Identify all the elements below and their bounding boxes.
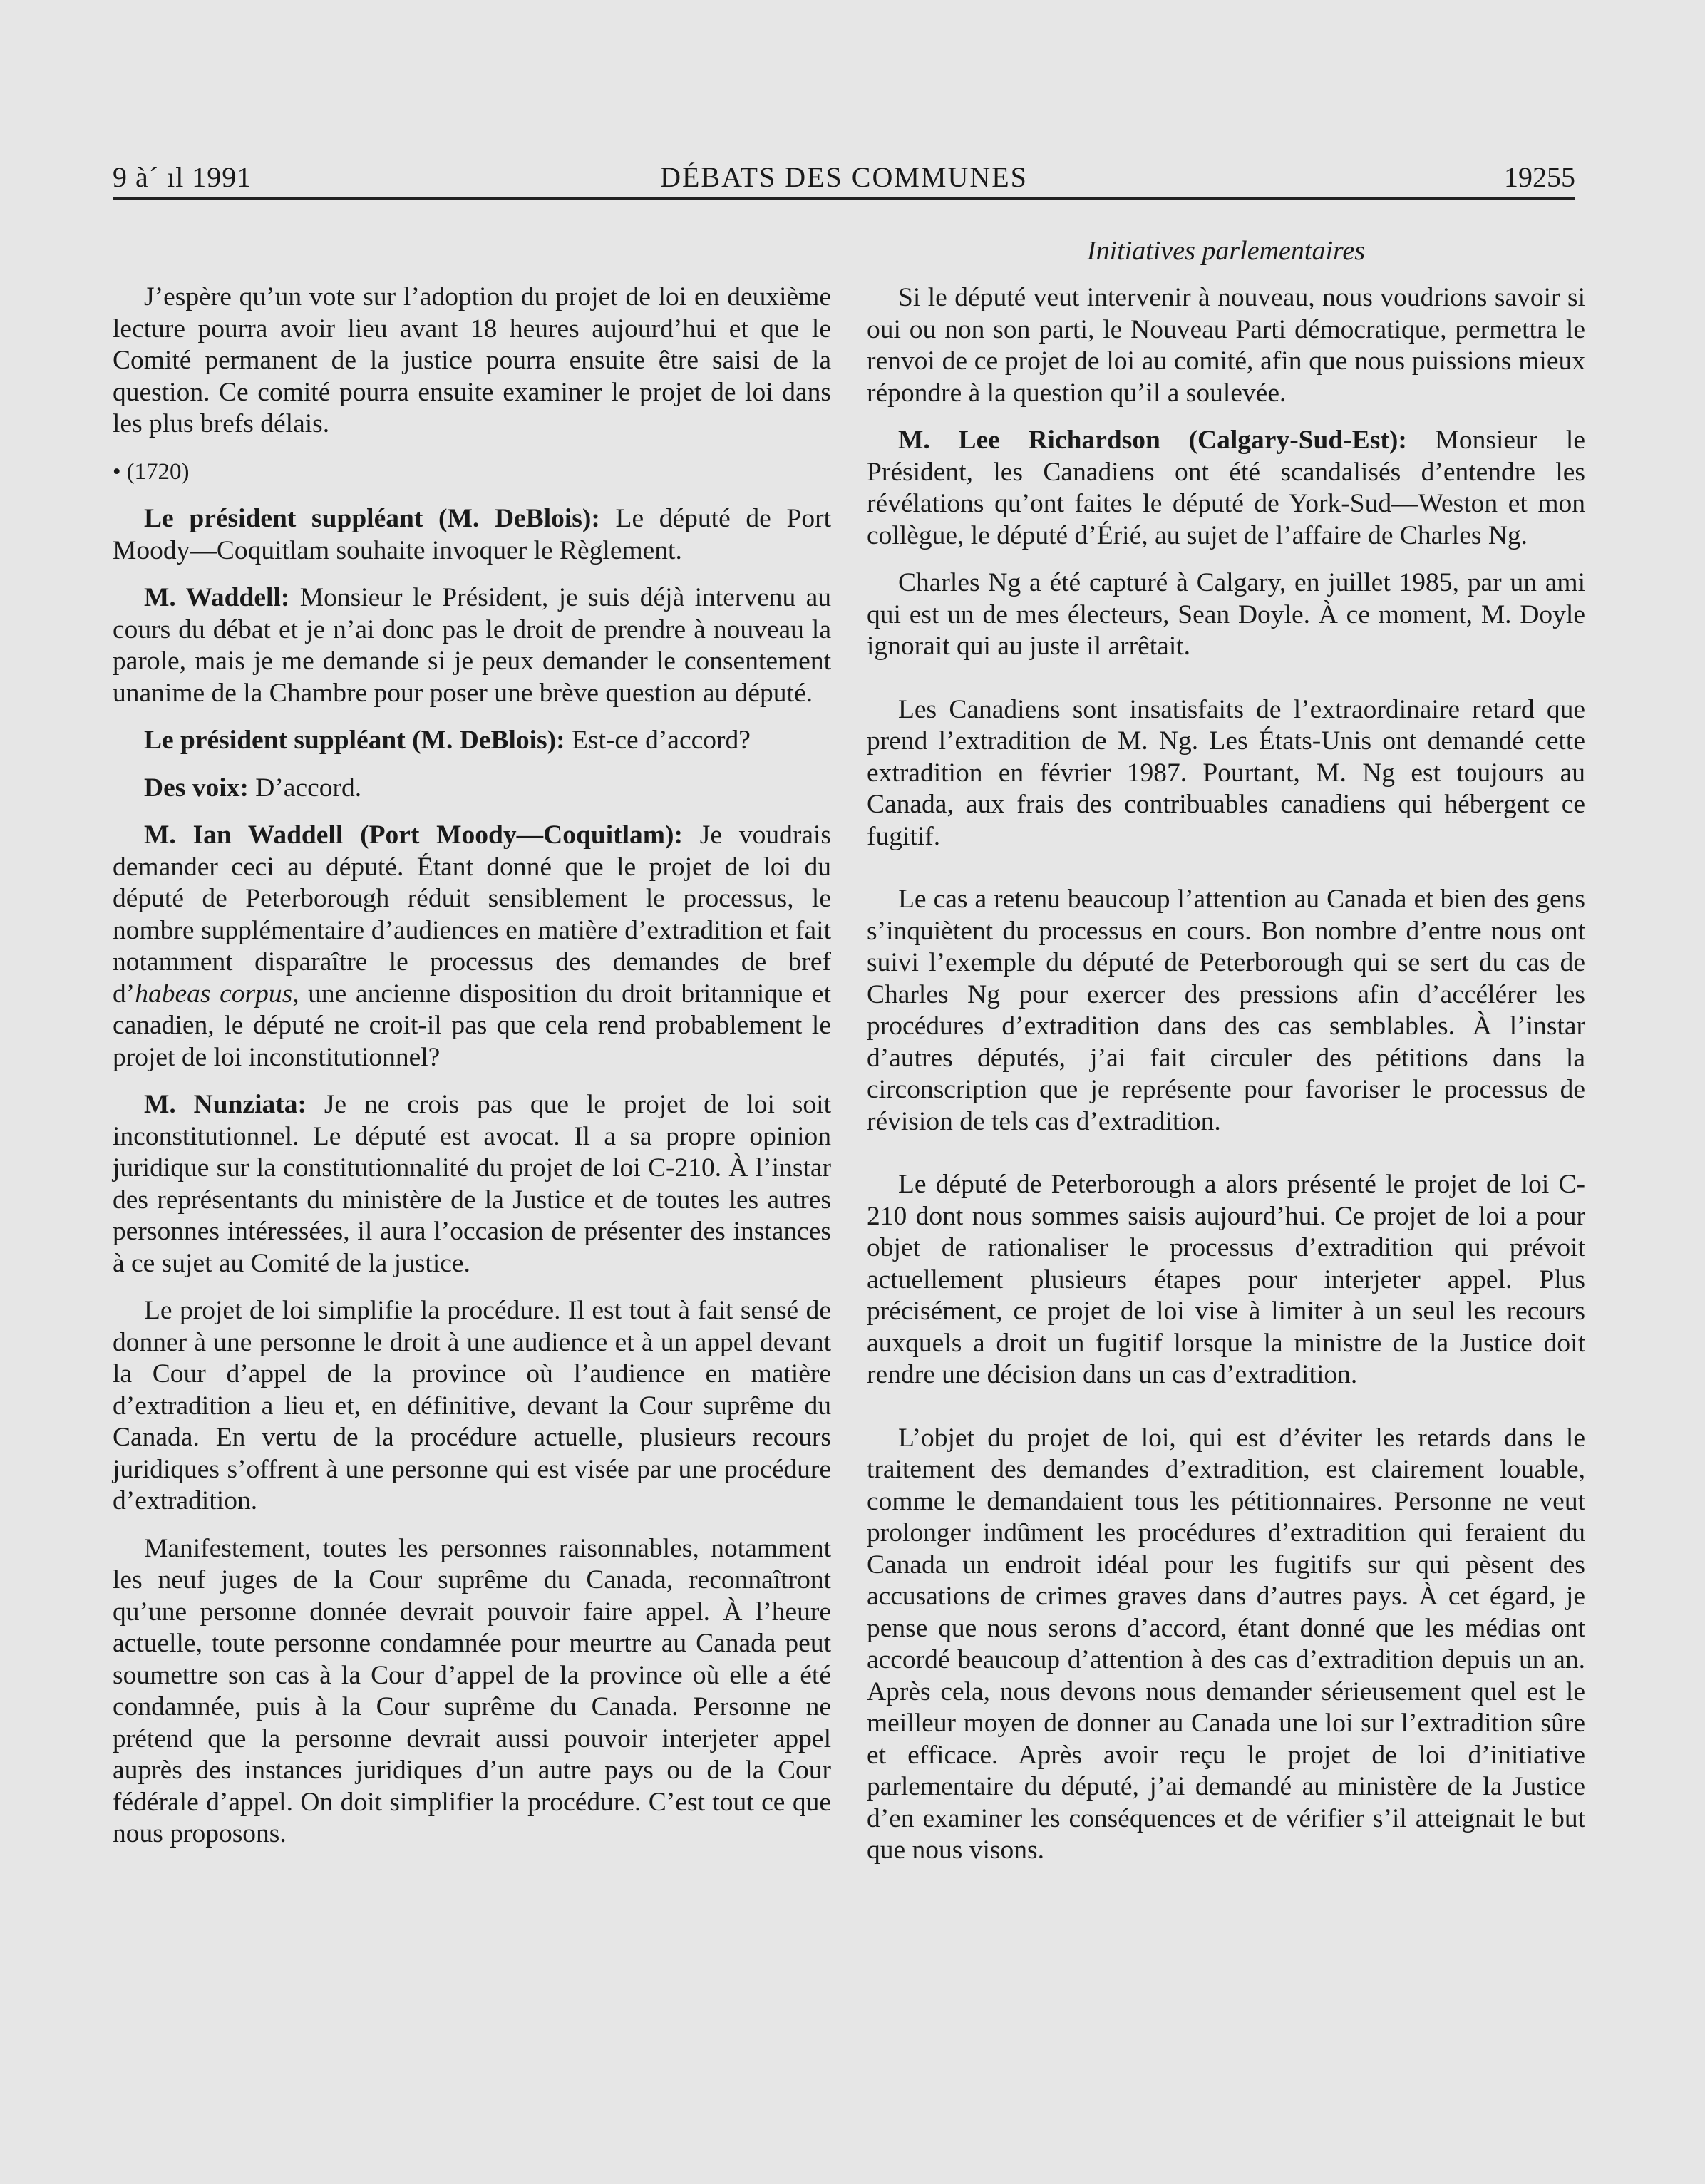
paragraph: L’objet du projet de loi, qui est d’éviter les retards dans le traitement des demandes d’extradition, est clairement louable, comme le demandaient tous les pétitionnaires. Personne ne veut prolonger indûment les procédures d’extradition qui feraient du Canada un endroit idéal pour les fugitifs sur qui pèsent des accusations de crimes graves dans d’autres pays. À cet égard, je pense que nous serons d’accord, étant donné que les médias ont accordé beaucoup d’attention à des cas d’extradition depuis un an. Après cela, nous devons nous demander sérieusement quel est le meilleur moyen de donner au Canada une loi sur l’extradition sûre et efficace. Après avoir reçu le projet de loi d’initiative parlementaire du député, j’ai demandé au ministère de la Justice d’en examiner les conséquences et de vérifier s’il atteignait le but que nous visons.: [867, 1423, 1585, 1865]
paragraph: Charles Ng a été capturé à Calgary, en juillet 1985, par un ami qui est un de mes électeurs, Sean Doyle. À ce moment, M. Doyle ignorait qui au juste il arrêtait.: [867, 568, 1585, 661]
paragraph: Le député de Peterborough a alors présenté le projet de loi C-210 dont nous sommes saisis aujourd’hui. Ce projet de loi a pour objet de rationaliser le processus d’extradition qui prévoit actuellement plusieurs étapes pour interjeter appel. Plus précisément, ce projet de loi vise à limiter à un seul les recours auxquels a droit un fugitif lorsque la ministre de la Justice doit rendre une décision dans un cas d’extradition.: [867, 1170, 1585, 1389]
speech-text: Monsieur le Président, je suis déjà intervenu au cours du débat et je n’ai donc pas le droit de prendre à nouveau la parole, mais je me demande si je peux demander le consentement unanime de la Chambre pour poser une brève question au député.: [113, 583, 831, 708]
page-number: 19255: [1504, 161, 1575, 193]
header-title: DÉBATS DES COMMUNES: [660, 161, 1028, 193]
timestamp: [113, 456, 831, 488]
speech-text: Le député de Port Moody—Coquitlam souhaite invoquer le Règlement.: [113, 504, 832, 565]
speaker-name: Des voix:: [144, 773, 249, 803]
speech-text: Je ne crois pas que le projet de loi soit inconstitutionnel. Le député est avocat. Il a sa propre opinion juridique sur la constitutionnalité du projet de loi C-210. À l’instar des représentants du ministère de la Justice et de toutes les autres personnes intéressées, il aura l’occasion de présenter des instances à ce sujet au Comité de la justice.: [113, 1090, 831, 1278]
page-header: [113, 157, 1575, 198]
running-head: Initiatives parlementaires: [1086, 236, 1366, 266]
left-column: [113, 282, 831, 1866]
speaker-name: Le président suppléant (M. DeBlois):: [144, 504, 600, 533]
paragraph: [113, 725, 831, 757]
speaker-name: M. Lee Richardson (Calgary-Sud-Est):: [898, 426, 1407, 455]
paragraph: [113, 503, 831, 567]
speech-text: D’accord.: [248, 773, 362, 803]
paragraph: Le projet de loi simplifie la procédure. Il est tout à fait sensé de donner à une personne le droit à une audience et à un appel devant la Cour d’appel de la province où l’audience en matière d’extradition a lieu et, en définitive, devant la Cour suprême du Canada. En vertu de la procédure actuelle, plusieurs recours juridiques s’offrent à une personne qui est visée par une procédure d’extradition.: [113, 1296, 831, 1515]
speech-text: Est-ce d’accord?: [565, 726, 751, 755]
speech-text: Je voudrais demander ceci au député. Étant donné que le projet de loi du député de Peterborough réduit sensiblement le processus, le nombre supplémentaire d’audiences en matière d’extradition et fait notamment disparaître le processus des demandes de bref d’: [113, 820, 831, 1009]
paragraph: [113, 820, 831, 1073]
speaker-name: Le président suppléant (M. DeBlois):: [144, 726, 565, 755]
speaker-name: M. Waddell:: [144, 583, 290, 612]
paragraph: J’espère qu’un vote sur l’adoption du projet de loi en deuxième lecture pourra avoir lieu avant 18 heures aujourd’hui et que le Comité permanent de la justice pourra ensuite être saisi de la question. Ce comité pourra ensuite examiner le projet de loi dans les plus brefs délais.: [113, 282, 831, 438]
header-date: 9 à´ ıl 1991: [113, 161, 252, 193]
paragraph: Manifestement, toutes les personnes raisonnables, notamment les neuf juges de la Cour suprême du Canada, reconnaîtront qu’une personne donnée devrait pouvoir faire appel. À l’heure actuelle, toute personne condamnée pour meurtre au Canada peut soumettre son cas à la Cour d’appel de la province où elle a été condamnée, puis à la Cour suprême du Canada. Personne ne prétend que la personne devrait aussi pouvoir interjeter appel auprès des instances juridiques d’un autre pays ou de la Cour fédérale d’appel. On doit simplifier la procédure. C’est tout ce que nous proposons.: [113, 1533, 831, 1848]
right-column: [867, 235, 1585, 1898]
paragraph: Les Canadiens sont insatisfaits de l’extraordinaire retard que prend l’extradition de M. Ng. Les États-Unis ont demandé cette extradition en février 1987. Pourtant, M. Ng est toujours au Canada, aux frais des contribuables canadiens qui hébergent ce fugitif.: [867, 694, 1585, 851]
speech-text: , une ancienne disposition du droit britannique et canadien, le député ne croit-il pas que cela rend probablement le projet de loi inconstitutionnel?: [113, 979, 831, 1072]
header-rule: [113, 197, 1575, 200]
bullet-icon: •: [113, 458, 121, 485]
paragraph: Le cas a retenu beaucoup l’attention au Canada et bien des gens s’inquiètent du processus en cours. Bon nombre d’entre nous ont suivi l’exemple du député de Peterborough qui se sert du cas de Charles Ng pour exercer des pressions afin d’accélérer les procédures d’extradition dans des cas semblables. À l’instar d’autres députés, j’ai fait circuler des pétitions dans la circonscription que je représente pour favoriser le processus de révision de tels cas d’extradition.: [867, 885, 1585, 1136]
timestamp-text: (1720): [126, 458, 190, 485]
paragraph: [867, 425, 1585, 552]
paragraph: [113, 582, 831, 709]
paragraph: [113, 1089, 831, 1279]
paragraph: Si le député veut intervenir à nouveau, nous voudrions savoir si oui ou non son parti, le Nouveau Parti démocratique, permettra le renvoi de ce projet de loi au comité, afin que nous puissions mieux répondre à la question qu’il a soulevée.: [867, 283, 1585, 408]
speaker-name: M. Ian Waddell (Port Moody—Coquitlam):: [144, 820, 683, 850]
paragraph: [113, 773, 831, 805]
speech-text: Monsieur le Président, les Canadiens ont été scandalisés d’entendre les révélations qu’ont faites le député de York-Sud—Weston et mon collègue, le député d’Érié, au sujet de l’affaire de Charles Ng.: [867, 426, 1585, 550]
speaker-name: M. Nunziata:: [144, 1090, 307, 1119]
italic-term: habeas corpus: [135, 979, 293, 1009]
